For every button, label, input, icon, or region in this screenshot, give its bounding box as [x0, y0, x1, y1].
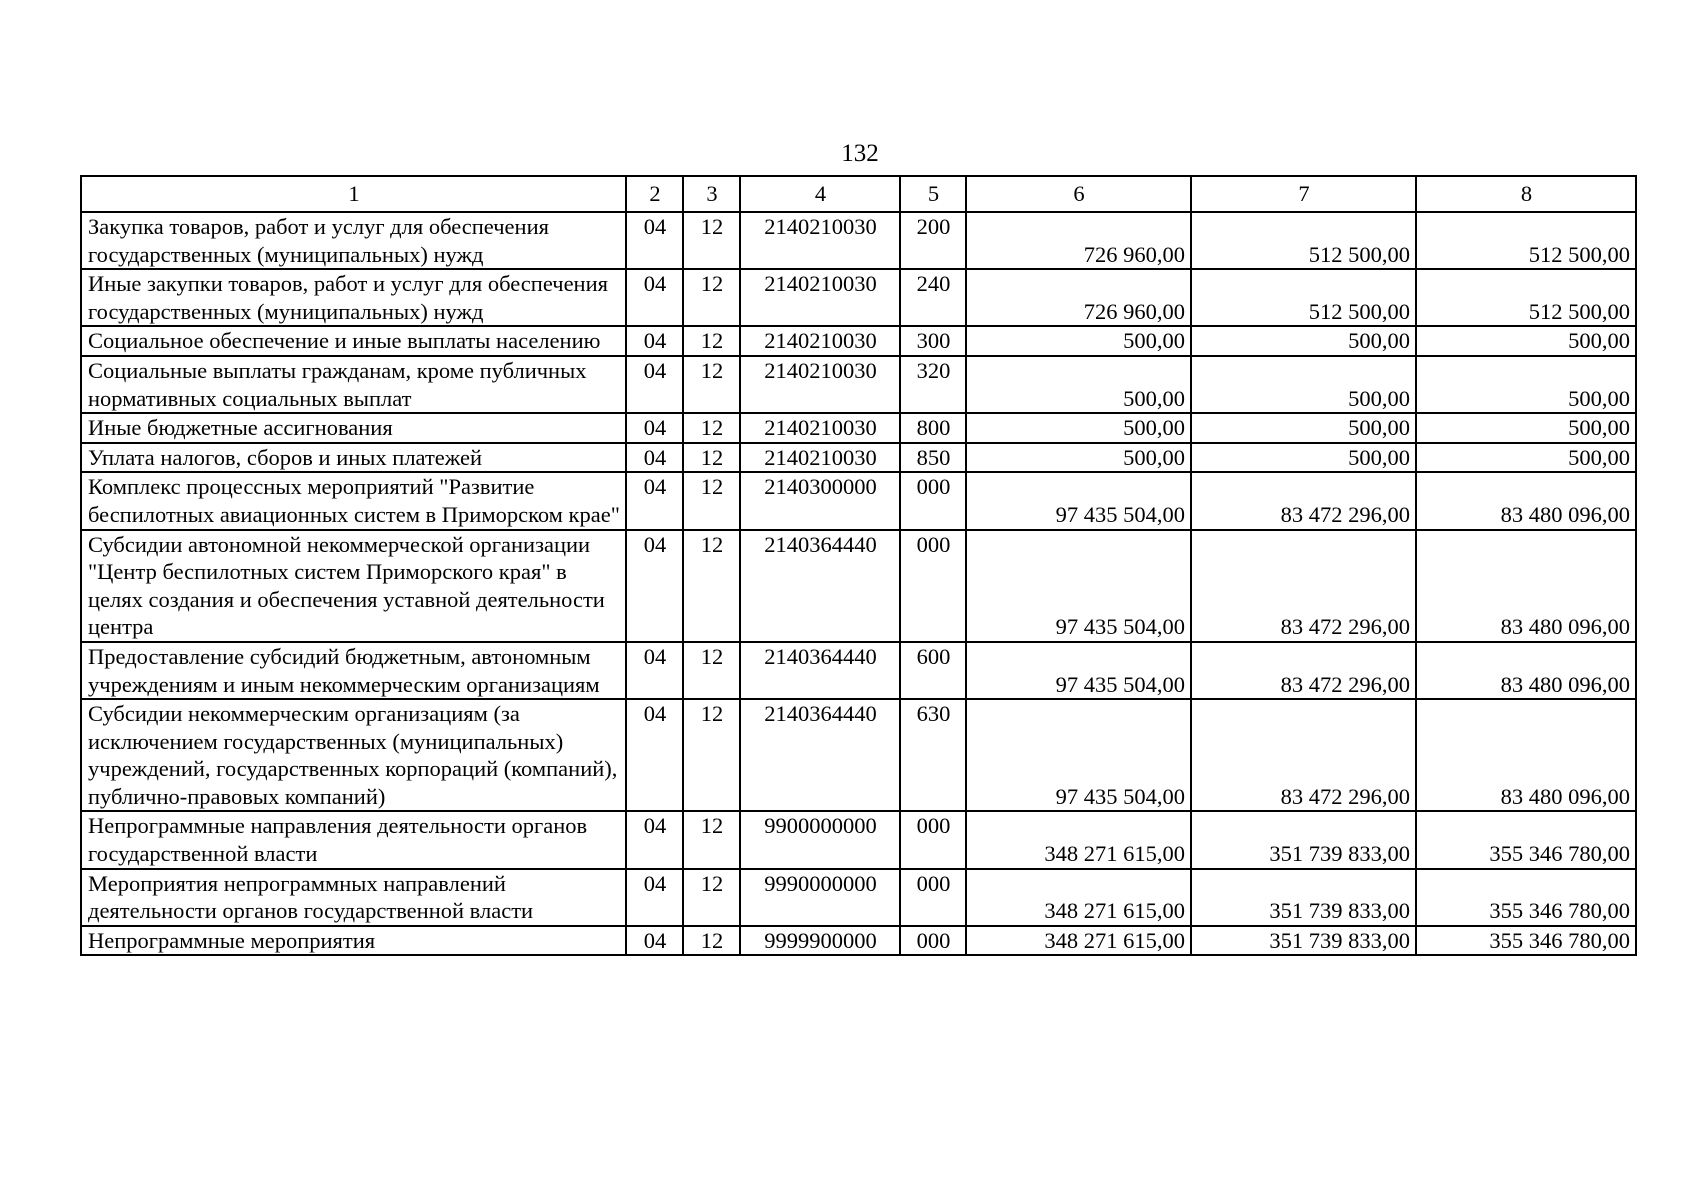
- target-article-code: 2140364440: [740, 699, 900, 811]
- table-row: [81, 530, 1636, 642]
- section-code: 04: [626, 642, 683, 699]
- subsection-code: 12: [683, 356, 740, 413]
- subsection-code: 12: [683, 530, 740, 642]
- target-article-code: 2140210030: [740, 356, 900, 413]
- expense-type-code: 850: [900, 443, 966, 473]
- amount-col6: 500,00: [966, 413, 1191, 443]
- amount-col6: 97 435 504,00: [966, 699, 1191, 811]
- amount-col7: 351 739 833,00: [1191, 926, 1416, 956]
- expense-type-code: 300: [900, 326, 966, 356]
- table-row: [81, 443, 1636, 473]
- amount-col8: 355 346 780,00: [1416, 811, 1636, 868]
- section-code: 04: [626, 699, 683, 811]
- row-description: Иные закупки товаров, работ и услуг для обеспечения государственных (муниципальных) нужд: [81, 269, 626, 326]
- header-row: [81, 176, 1636, 212]
- amount-col8: 500,00: [1416, 413, 1636, 443]
- expense-type-code: 000: [900, 811, 966, 868]
- table-row: [81, 642, 1636, 699]
- section-code: 04: [626, 926, 683, 956]
- section-code: 04: [626, 212, 683, 269]
- amount-col8: 500,00: [1416, 443, 1636, 473]
- row-description: Непрограммные направления деятельности органов государственной власти: [81, 811, 626, 868]
- amount-col8: 512 500,00: [1416, 269, 1636, 326]
- target-article-code: 2140210030: [740, 212, 900, 269]
- amount-col7: 512 500,00: [1191, 269, 1416, 326]
- expense-type-code: 320: [900, 356, 966, 413]
- subsection-code: 12: [683, 472, 740, 529]
- amount-col6: 500,00: [966, 443, 1191, 473]
- page-number: 132: [841, 140, 879, 167]
- column-header: 5: [900, 176, 966, 212]
- amount-col7: 83 472 296,00: [1191, 530, 1416, 642]
- column-header: 7: [1191, 176, 1416, 212]
- row-description: Субсидии автономной некоммерческой организации "Центр беспилотных систем Приморского края" в целях создания и обеспечения уставной деятельности центра: [81, 530, 626, 642]
- expense-type-code: 800: [900, 413, 966, 443]
- table-row: [81, 472, 1636, 529]
- column-header: 3: [683, 176, 740, 212]
- amount-col8: 500,00: [1416, 356, 1636, 413]
- amount-col8: 83 480 096,00: [1416, 642, 1636, 699]
- subsection-code: 12: [683, 413, 740, 443]
- expense-type-code: 000: [900, 869, 966, 926]
- target-article-code: 2140210030: [740, 443, 900, 473]
- subsection-code: 12: [683, 326, 740, 356]
- amount-col7: 83 472 296,00: [1191, 642, 1416, 699]
- amount-col7: 351 739 833,00: [1191, 811, 1416, 868]
- expense-type-code: 630: [900, 699, 966, 811]
- amount-col7: 500,00: [1191, 356, 1416, 413]
- target-article-code: 2140210030: [740, 326, 900, 356]
- amount-col7: 83 472 296,00: [1191, 699, 1416, 811]
- expense-type-code: 000: [900, 926, 966, 956]
- table-row: [81, 811, 1636, 868]
- subsection-code: 12: [683, 443, 740, 473]
- row-description: Закупка товаров, работ и услуг для обеспечения государственных (муниципальных) нужд: [81, 212, 626, 269]
- expense-type-code: 000: [900, 530, 966, 642]
- target-article-code: 2140364440: [740, 642, 900, 699]
- amount-col6: 726 960,00: [966, 212, 1191, 269]
- column-header: 8: [1416, 176, 1636, 212]
- subsection-code: 12: [683, 269, 740, 326]
- subsection-code: 12: [683, 699, 740, 811]
- amount-col8: 512 500,00: [1416, 212, 1636, 269]
- table-row: [81, 926, 1636, 956]
- amount-col8: 355 346 780,00: [1416, 926, 1636, 956]
- amount-col6: 97 435 504,00: [966, 642, 1191, 699]
- section-code: 04: [626, 811, 683, 868]
- amount-col6: 97 435 504,00: [966, 472, 1191, 529]
- amount-col7: 351 739 833,00: [1191, 869, 1416, 926]
- expense-type-code: 600: [900, 642, 966, 699]
- column-header: 4: [740, 176, 900, 212]
- subsection-code: 12: [683, 869, 740, 926]
- target-article-code: 2140364440: [740, 530, 900, 642]
- table-row: [81, 356, 1636, 413]
- row-description: Иные бюджетные ассигнования: [81, 413, 626, 443]
- amount-col7: 500,00: [1191, 443, 1416, 473]
- amount-col8: 83 480 096,00: [1416, 530, 1636, 642]
- table-row: [81, 212, 1636, 269]
- column-header: 1: [81, 176, 626, 212]
- target-article-code: 9900000000: [740, 811, 900, 868]
- target-article-code: 9999900000: [740, 926, 900, 956]
- target-article-code: 2140300000: [740, 472, 900, 529]
- subsection-code: 12: [683, 642, 740, 699]
- column-header: 6: [966, 176, 1191, 212]
- amount-col6: 97 435 504,00: [966, 530, 1191, 642]
- table-row: [81, 326, 1636, 356]
- subsection-code: 12: [683, 926, 740, 956]
- row-description: Непрограммные мероприятия: [81, 926, 626, 956]
- amount-col8: 500,00: [1416, 326, 1636, 356]
- amount-col6: 348 271 615,00: [966, 926, 1191, 956]
- table-row: [81, 869, 1636, 926]
- row-description: Социальное обеспечение и иные выплаты населению: [81, 326, 626, 356]
- table-row: [81, 269, 1636, 326]
- section-code: 04: [626, 530, 683, 642]
- row-description: Субсидии некоммерческим организациям (за исключением государственных (муниципальных) учреждений, государственных корпораций (компаний), публично-правовых компаний): [81, 699, 626, 811]
- amount-col7: 500,00: [1191, 413, 1416, 443]
- amount-col7: 512 500,00: [1191, 212, 1416, 269]
- amount-col6: 348 271 615,00: [966, 811, 1191, 868]
- section-code: 04: [626, 869, 683, 926]
- column-header: 2: [626, 176, 683, 212]
- amount-col6: 348 271 615,00: [966, 869, 1191, 926]
- amount-col7: 500,00: [1191, 326, 1416, 356]
- row-description: Мероприятия непрограммных направлений деятельности органов государственной власти: [81, 869, 626, 926]
- amount-col8: 355 346 780,00: [1416, 869, 1636, 926]
- row-description: Комплекс процессных мероприятий "Развитие беспилотных авиационных систем в Приморском крае": [81, 472, 626, 529]
- target-article-code: 9990000000: [740, 869, 900, 926]
- row-description: Предоставление субсидий бюджетным, автономным учреждениям и иным некоммерческим организациям: [81, 642, 626, 699]
- table-row: [81, 413, 1636, 443]
- target-article-code: 2140210030: [740, 413, 900, 443]
- budget-table: [80, 175, 1637, 956]
- section-code: 04: [626, 269, 683, 326]
- amount-col6: 726 960,00: [966, 269, 1191, 326]
- section-code: 04: [626, 356, 683, 413]
- section-code: 04: [626, 472, 683, 529]
- amount-col6: 500,00: [966, 326, 1191, 356]
- target-article-code: 2140210030: [740, 269, 900, 326]
- expense-type-code: 240: [900, 269, 966, 326]
- amount-col8: 83 480 096,00: [1416, 472, 1636, 529]
- expense-type-code: 000: [900, 472, 966, 529]
- amount-col7: 83 472 296,00: [1191, 472, 1416, 529]
- row-description: Социальные выплаты гражданам, кроме публичных нормативных социальных выплат: [81, 356, 626, 413]
- table-row: [81, 699, 1636, 811]
- section-code: 04: [626, 443, 683, 473]
- amount-col8: 83 480 096,00: [1416, 699, 1636, 811]
- section-code: 04: [626, 326, 683, 356]
- row-description: Уплата налогов, сборов и иных платежей: [81, 443, 626, 473]
- amount-col6: 500,00: [966, 356, 1191, 413]
- expense-type-code: 200: [900, 212, 966, 269]
- subsection-code: 12: [683, 212, 740, 269]
- subsection-code: 12: [683, 811, 740, 868]
- section-code: 04: [626, 413, 683, 443]
